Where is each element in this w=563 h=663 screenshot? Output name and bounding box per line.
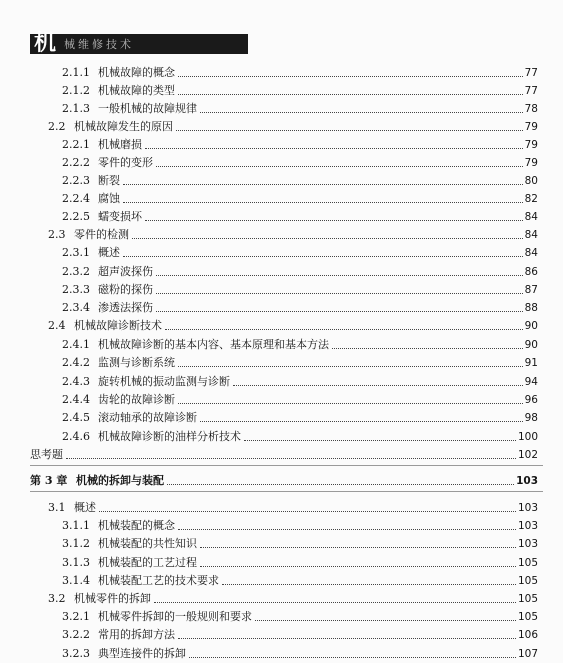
section-number: 2.3.4 bbox=[62, 301, 90, 314]
dot-leader bbox=[167, 484, 514, 485]
section-title: 腐蚀 bbox=[98, 192, 120, 205]
toc-entry bbox=[48, 590, 538, 608]
section-title: 磁粉的探伤 bbox=[98, 283, 153, 296]
toc-entry bbox=[48, 499, 538, 517]
section-title: 零件的变形 bbox=[98, 156, 153, 169]
section-number: 2.4.3 bbox=[62, 375, 90, 388]
page-number: 79 bbox=[524, 139, 538, 151]
toc-entry bbox=[62, 64, 538, 82]
section-title: 一般机械的故障规律 bbox=[98, 102, 197, 115]
page-number: 105 bbox=[517, 611, 538, 623]
dot-leader bbox=[332, 348, 523, 349]
dot-leader bbox=[233, 385, 523, 386]
section-number: 2.2.2 bbox=[62, 156, 90, 169]
section-title: 常用的拆卸方法 bbox=[98, 628, 175, 641]
section-number: 2.3 bbox=[48, 228, 66, 241]
toc-entry bbox=[62, 244, 538, 262]
toc-entry bbox=[62, 354, 538, 372]
section-number: 2.2.1 bbox=[62, 138, 90, 151]
toc-entry bbox=[62, 428, 538, 446]
section-number: 2.2.3 bbox=[62, 174, 90, 187]
section-title: 机械故障诊断的基本内容、基本原理和基本方法 bbox=[98, 338, 329, 351]
dot-leader bbox=[178, 94, 523, 95]
dot-leader bbox=[178, 403, 523, 404]
page-number: 102 bbox=[517, 449, 538, 461]
toc-entry bbox=[62, 626, 538, 644]
page-number: 82 bbox=[524, 193, 538, 205]
section-title: 机械故障诊断的油样分析技术 bbox=[98, 430, 241, 443]
toc-entry bbox=[48, 317, 538, 335]
section-number: 2.4 bbox=[48, 319, 66, 332]
toc-entry bbox=[62, 517, 538, 535]
toc-entry bbox=[62, 373, 538, 391]
page-number: 103 bbox=[516, 475, 538, 487]
section-title: 机械故障发生的原因 bbox=[74, 120, 173, 133]
section-title: 典型连接件的拆卸 bbox=[98, 647, 186, 660]
dot-leader bbox=[178, 638, 516, 639]
toc-entry bbox=[62, 136, 538, 154]
page-number: 105 bbox=[517, 575, 538, 587]
toc-entry bbox=[62, 572, 538, 590]
section-title: 机械零件拆卸的一般规则和要求 bbox=[98, 610, 252, 623]
dot-leader bbox=[123, 202, 523, 203]
page-number: 90 bbox=[524, 320, 538, 332]
section-title: 零件的检测 bbox=[74, 228, 129, 241]
section-title: 思考题 bbox=[30, 448, 63, 461]
section-title: 机械故障的概念 bbox=[98, 66, 175, 79]
toc-entry bbox=[62, 535, 538, 553]
section-title: 滚动轴承的故障诊断 bbox=[98, 411, 197, 424]
section-title: 断裂 bbox=[98, 174, 120, 187]
toc-entry bbox=[62, 409, 538, 427]
section-number: 2.2.4 bbox=[62, 192, 90, 205]
section-number: 2.4.1 bbox=[62, 338, 90, 351]
section-number: 2.3.3 bbox=[62, 283, 90, 296]
section-number: 2.2.5 bbox=[62, 210, 90, 223]
page-number: 77 bbox=[524, 67, 538, 79]
section-title: 监测与诊断系统 bbox=[98, 356, 175, 369]
section-title: 机械零件的拆卸 bbox=[74, 592, 151, 605]
toc-entry bbox=[62, 82, 538, 100]
dot-leader bbox=[145, 220, 523, 221]
toc-entry bbox=[62, 100, 538, 118]
section-number: 3.2.1 bbox=[62, 610, 90, 623]
section-number: 2.3.1 bbox=[62, 246, 90, 259]
dot-leader bbox=[145, 148, 523, 149]
toc-entry bbox=[62, 154, 538, 172]
page-number: 91 bbox=[524, 357, 538, 369]
section-title: 机械装配的工艺过程 bbox=[98, 556, 197, 569]
chapter-entry bbox=[30, 472, 538, 490]
page-number: 87 bbox=[524, 284, 538, 296]
dot-leader bbox=[222, 584, 516, 585]
page-number: 84 bbox=[524, 247, 538, 259]
page-number: 105 bbox=[517, 593, 538, 605]
page-number: 106 bbox=[517, 629, 538, 641]
section-title: 机械装配的共性知识 bbox=[98, 537, 197, 550]
toc-entry bbox=[62, 172, 538, 190]
page-number: 78 bbox=[524, 103, 538, 115]
dot-leader bbox=[178, 366, 523, 367]
toc-entry bbox=[62, 645, 538, 663]
dot-leader bbox=[200, 112, 523, 113]
dot-leader bbox=[123, 184, 523, 185]
section-number: 2.2 bbox=[48, 120, 66, 133]
page-number: 103 bbox=[517, 502, 538, 514]
section-title: 齿轮的故障诊断 bbox=[98, 393, 175, 406]
dot-leader bbox=[156, 311, 523, 312]
section-number: 第 3 章 bbox=[30, 474, 68, 487]
section-title: 概述 bbox=[98, 246, 120, 259]
section-title: 机械故障的类型 bbox=[98, 84, 175, 97]
chapter-rule bbox=[30, 491, 543, 492]
section-title: 蠕变损坏 bbox=[98, 210, 142, 223]
toc-entry bbox=[48, 226, 538, 244]
dot-leader bbox=[200, 547, 516, 548]
dot-leader bbox=[156, 275, 523, 276]
page-number: 90 bbox=[524, 339, 538, 351]
section-title: 机械的拆卸与装配 bbox=[76, 474, 164, 487]
section-title: 渗透法探伤 bbox=[98, 301, 153, 314]
header-subtitle: 械维修技术 bbox=[64, 38, 134, 51]
dot-leader bbox=[154, 602, 516, 603]
toc-entry bbox=[62, 336, 538, 354]
chapter-rule bbox=[30, 465, 543, 466]
page-number: 107 bbox=[517, 648, 538, 660]
toc-entry bbox=[62, 299, 538, 317]
section-number: 3.1.1 bbox=[62, 519, 90, 532]
dot-leader bbox=[132, 238, 523, 239]
section-title: 超声波探伤 bbox=[98, 265, 153, 278]
page-number: 77 bbox=[524, 85, 538, 97]
section-title: 机械装配的概念 bbox=[98, 519, 175, 532]
dot-leader bbox=[99, 511, 516, 512]
toc-entry bbox=[62, 554, 538, 572]
page-number: 103 bbox=[517, 538, 538, 550]
toc-entry bbox=[62, 263, 538, 281]
dot-leader bbox=[176, 130, 523, 131]
page-number: 84 bbox=[524, 229, 538, 241]
page-number: 98 bbox=[524, 412, 538, 424]
section-number: 3.2.2 bbox=[62, 628, 90, 641]
toc-entry bbox=[62, 608, 538, 626]
dot-leader bbox=[189, 657, 516, 658]
section-number: 2.4.2 bbox=[62, 356, 90, 369]
dot-leader bbox=[165, 329, 523, 330]
page-number: 88 bbox=[524, 302, 538, 314]
page-number: 103 bbox=[517, 520, 538, 532]
page-number: 96 bbox=[524, 394, 538, 406]
section-number: 3.1 bbox=[48, 501, 66, 514]
section-number: 2.4.4 bbox=[62, 393, 90, 406]
section-title: 概述 bbox=[74, 501, 96, 514]
page-number: 79 bbox=[524, 121, 538, 133]
toc-entry bbox=[62, 208, 538, 226]
section-number: 2.1.1 bbox=[62, 66, 90, 79]
page-number: 86 bbox=[524, 266, 538, 278]
dot-leader bbox=[200, 421, 523, 422]
section-title: 机械故障诊断技术 bbox=[74, 319, 162, 332]
dot-leader bbox=[156, 166, 523, 167]
section-number: 3.1.2 bbox=[62, 537, 90, 550]
toc-entry bbox=[62, 190, 538, 208]
toc-entry bbox=[48, 118, 538, 136]
section-number: 3.1.4 bbox=[62, 574, 90, 587]
dot-leader bbox=[255, 620, 516, 621]
dot-leader bbox=[123, 256, 523, 257]
toc-entry bbox=[62, 391, 538, 409]
dot-leader bbox=[178, 76, 523, 77]
page-number: 79 bbox=[524, 157, 538, 169]
page-number: 80 bbox=[524, 175, 538, 187]
toc-entry bbox=[30, 446, 538, 464]
page-number: 105 bbox=[517, 557, 538, 569]
section-number: 3.2.3 bbox=[62, 647, 90, 660]
section-number: 2.3.2 bbox=[62, 265, 90, 278]
section-number: 2.4.5 bbox=[62, 411, 90, 424]
running-header bbox=[30, 30, 248, 56]
page-number: 94 bbox=[524, 376, 538, 388]
section-number: 2.4.6 bbox=[62, 430, 90, 443]
section-number: 3.2 bbox=[48, 592, 66, 605]
page-number: 100 bbox=[517, 431, 538, 443]
header-char: 机 bbox=[34, 30, 57, 56]
dot-leader bbox=[178, 529, 516, 530]
dot-leader bbox=[66, 458, 516, 459]
section-number: 3.1.3 bbox=[62, 556, 90, 569]
section-title: 机械磨损 bbox=[98, 138, 142, 151]
section-title: 机械装配工艺的技术要求 bbox=[98, 574, 219, 587]
section-number: 2.1.3 bbox=[62, 102, 90, 115]
dot-leader bbox=[244, 440, 516, 441]
section-title: 旋转机械的振动监测与诊断 bbox=[98, 375, 230, 388]
dot-leader bbox=[156, 293, 523, 294]
toc-entry bbox=[62, 281, 538, 299]
dot-leader bbox=[200, 566, 516, 567]
section-number: 2.1.2 bbox=[62, 84, 90, 97]
page-number: 84 bbox=[524, 211, 538, 223]
